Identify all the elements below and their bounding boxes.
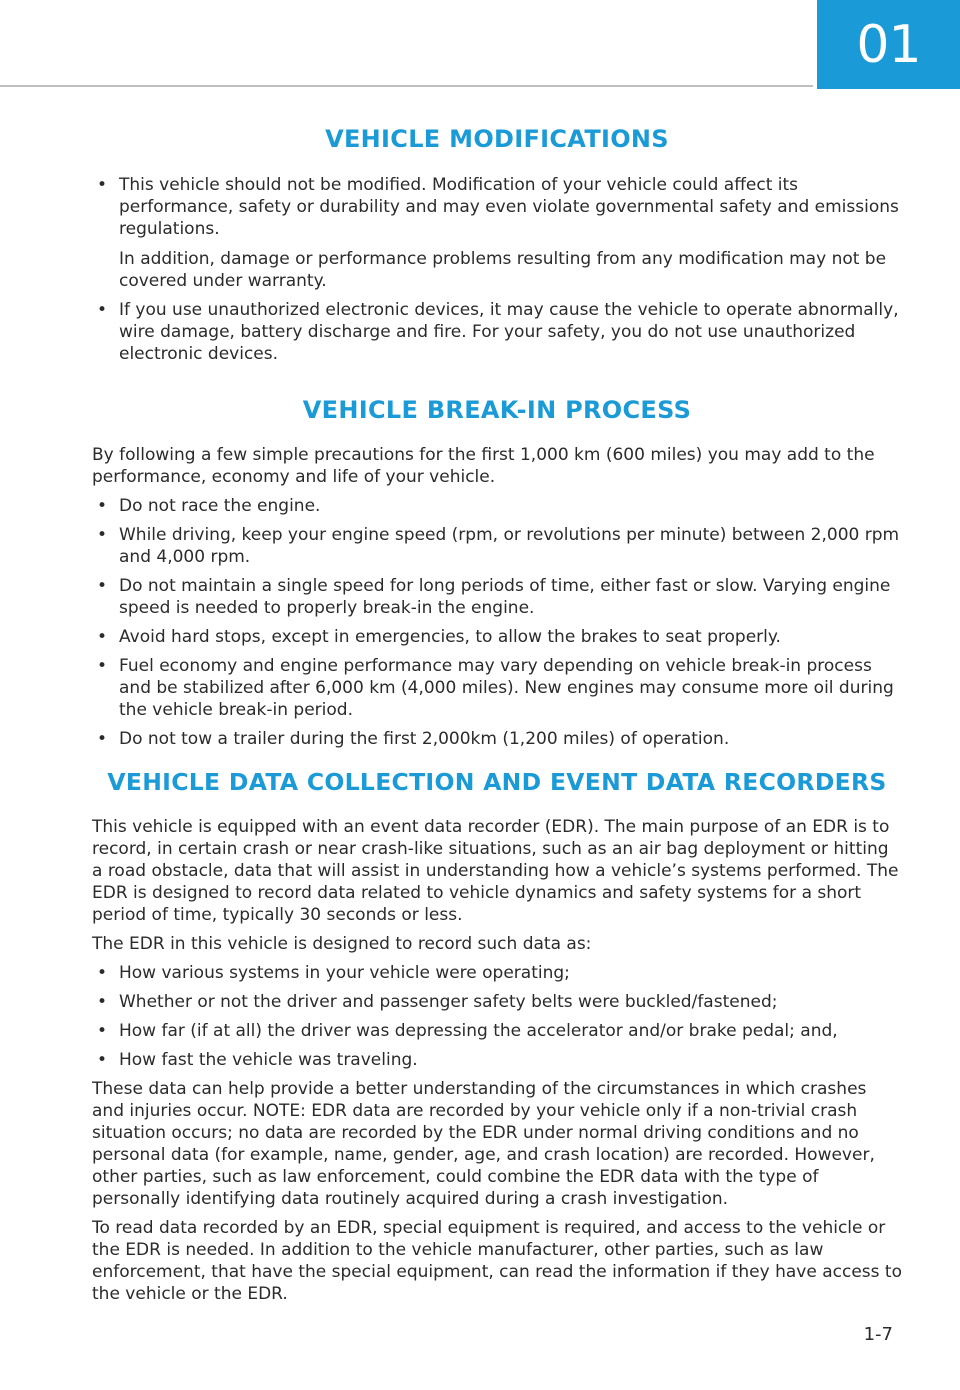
list-item-continuation: In addition, damage or performance problems resulting from any modification may not be covered under warranty.	[119, 249, 887, 291]
edr-paragraph-2: The EDR in this vehicle is designed to record such data as:	[92, 934, 592, 954]
bullet-icon: •	[97, 496, 108, 516]
bullet-icon: •	[97, 627, 108, 647]
bullet-icon: •	[97, 729, 108, 749]
list-item: • Whether or not the driver and passenger safety belts were buckled/fastened;	[97, 992, 778, 1012]
bullet-icon: •	[97, 525, 108, 545]
section-title-modifications: VEHICLE MODIFICATIONS	[325, 125, 669, 153]
header-rule	[0, 85, 813, 87]
modifications-block	[92, 174, 902, 372]
bullet-icon: •	[97, 1021, 108, 1041]
bullet-icon: •	[97, 300, 108, 320]
breakin-intro: By following a few simple precautions for the first 1,000 km (600 miles) you may add to the performance, economy and life of your vehicle.	[92, 445, 875, 487]
bullet-icon: •	[97, 963, 108, 983]
list-item: • This vehicle should not be modified. Modification of your vehicle could affect its performance, safety or durability and may even violate governmental safety and emissions regulations. In addition, damage or performance problems resulting from any modification may not be covered under warranty.	[92, 174, 902, 292]
edr-paragraph-1: This vehicle is equipped with an event data recorder (EDR). The main purpose of an EDR is to record, in certain crash or near crash-like situations, such as an air bag deployment or hitting a road obstacle, data that will assist in understanding how a vehicle’s systems performed. The EDR is designed to record data related to vehicle dynamics and safety systems for a short period of time, typically 30 seconds or less.	[92, 817, 899, 925]
list-item: • Do not maintain a single speed for long periods of time, either fast or slow. Varying engine speed is needed to properly break-in the engine.	[97, 576, 891, 618]
list-item: • While driving, keep your engine speed (rpm, or revolutions per minute) between 2,000 rpm and 4,000 rpm.	[97, 525, 900, 567]
edr-paragraph-3: These data can help provide a better understanding of the circumstances in which crashes and injuries occur. NOTE: EDR data are recorded by your vehicle only if a non-trivial crash situation occurs; no data are recorded by the EDR under normal driving conditions and no personal data (for example, name, gender, age, and crash location) are recorded. However, other parties, such as law enforcement, could combine the EDR data with the type of personally identifying data routinely acquired during a crash investigation.	[92, 1079, 875, 1209]
bullet-icon: •	[97, 175, 108, 195]
chapter-tab	[817, 0, 960, 89]
bullet-icon: •	[97, 1050, 108, 1070]
edr-list	[92, 962, 902, 1071]
list-item: • If you use unauthorized electronic devices, it may cause the vehicle to operate abnormally, wire damage, battery discharge and fire. For your safety, you do not use unauthorized electronic devices.	[97, 300, 899, 364]
list-item: • Do not tow a trailer during the first 2,000km (1,200 miles) of operation.	[97, 729, 730, 749]
bullet-icon: •	[97, 656, 108, 676]
list-item: • How fast the vehicle was traveling.	[97, 1050, 418, 1070]
edr-block	[92, 816, 902, 1305]
page-number: 1-7	[863, 1324, 893, 1345]
section-title-breakin: VEHICLE BREAK-IN PROCESS	[302, 396, 692, 424]
list-item: • Avoid hard stops, except in emergencies, to allow the brakes to seat properly.	[97, 627, 781, 647]
modifications-list	[92, 174, 902, 365]
list-item: • Do not race the engine.	[97, 496, 321, 516]
breakin-block	[92, 444, 902, 757]
breakin-list	[92, 495, 902, 750]
edr-paragraph-4: To read data recorded by an EDR, special equipment is required, and access to the vehicle or the EDR is needed. In addition to the vehicle manufacturer, other parties, such as law enforcement, that have the special equipment, can read the information if they have access to the vehicle or the EDR.	[92, 1218, 902, 1304]
list-item: • How far (if at all) the driver was depressing the accelerator and/or brake pedal; and,	[97, 1021, 838, 1041]
list-item: • Fuel economy and engine performance may vary depending on vehicle break-in process and be stabilized after 6,000 km (4,000 miles). New engines may consume more oil during the vehicle break-in period.	[97, 656, 894, 720]
section-title-edr: VEHICLE DATA COLLECTION AND EVENT DATA RECORDERS	[107, 768, 887, 796]
bullet-icon: •	[97, 992, 108, 1012]
list-item: • How various systems in your vehicle were operating;	[97, 963, 570, 983]
bullet-icon: •	[97, 576, 108, 596]
chapter-number: 01	[856, 14, 921, 75]
